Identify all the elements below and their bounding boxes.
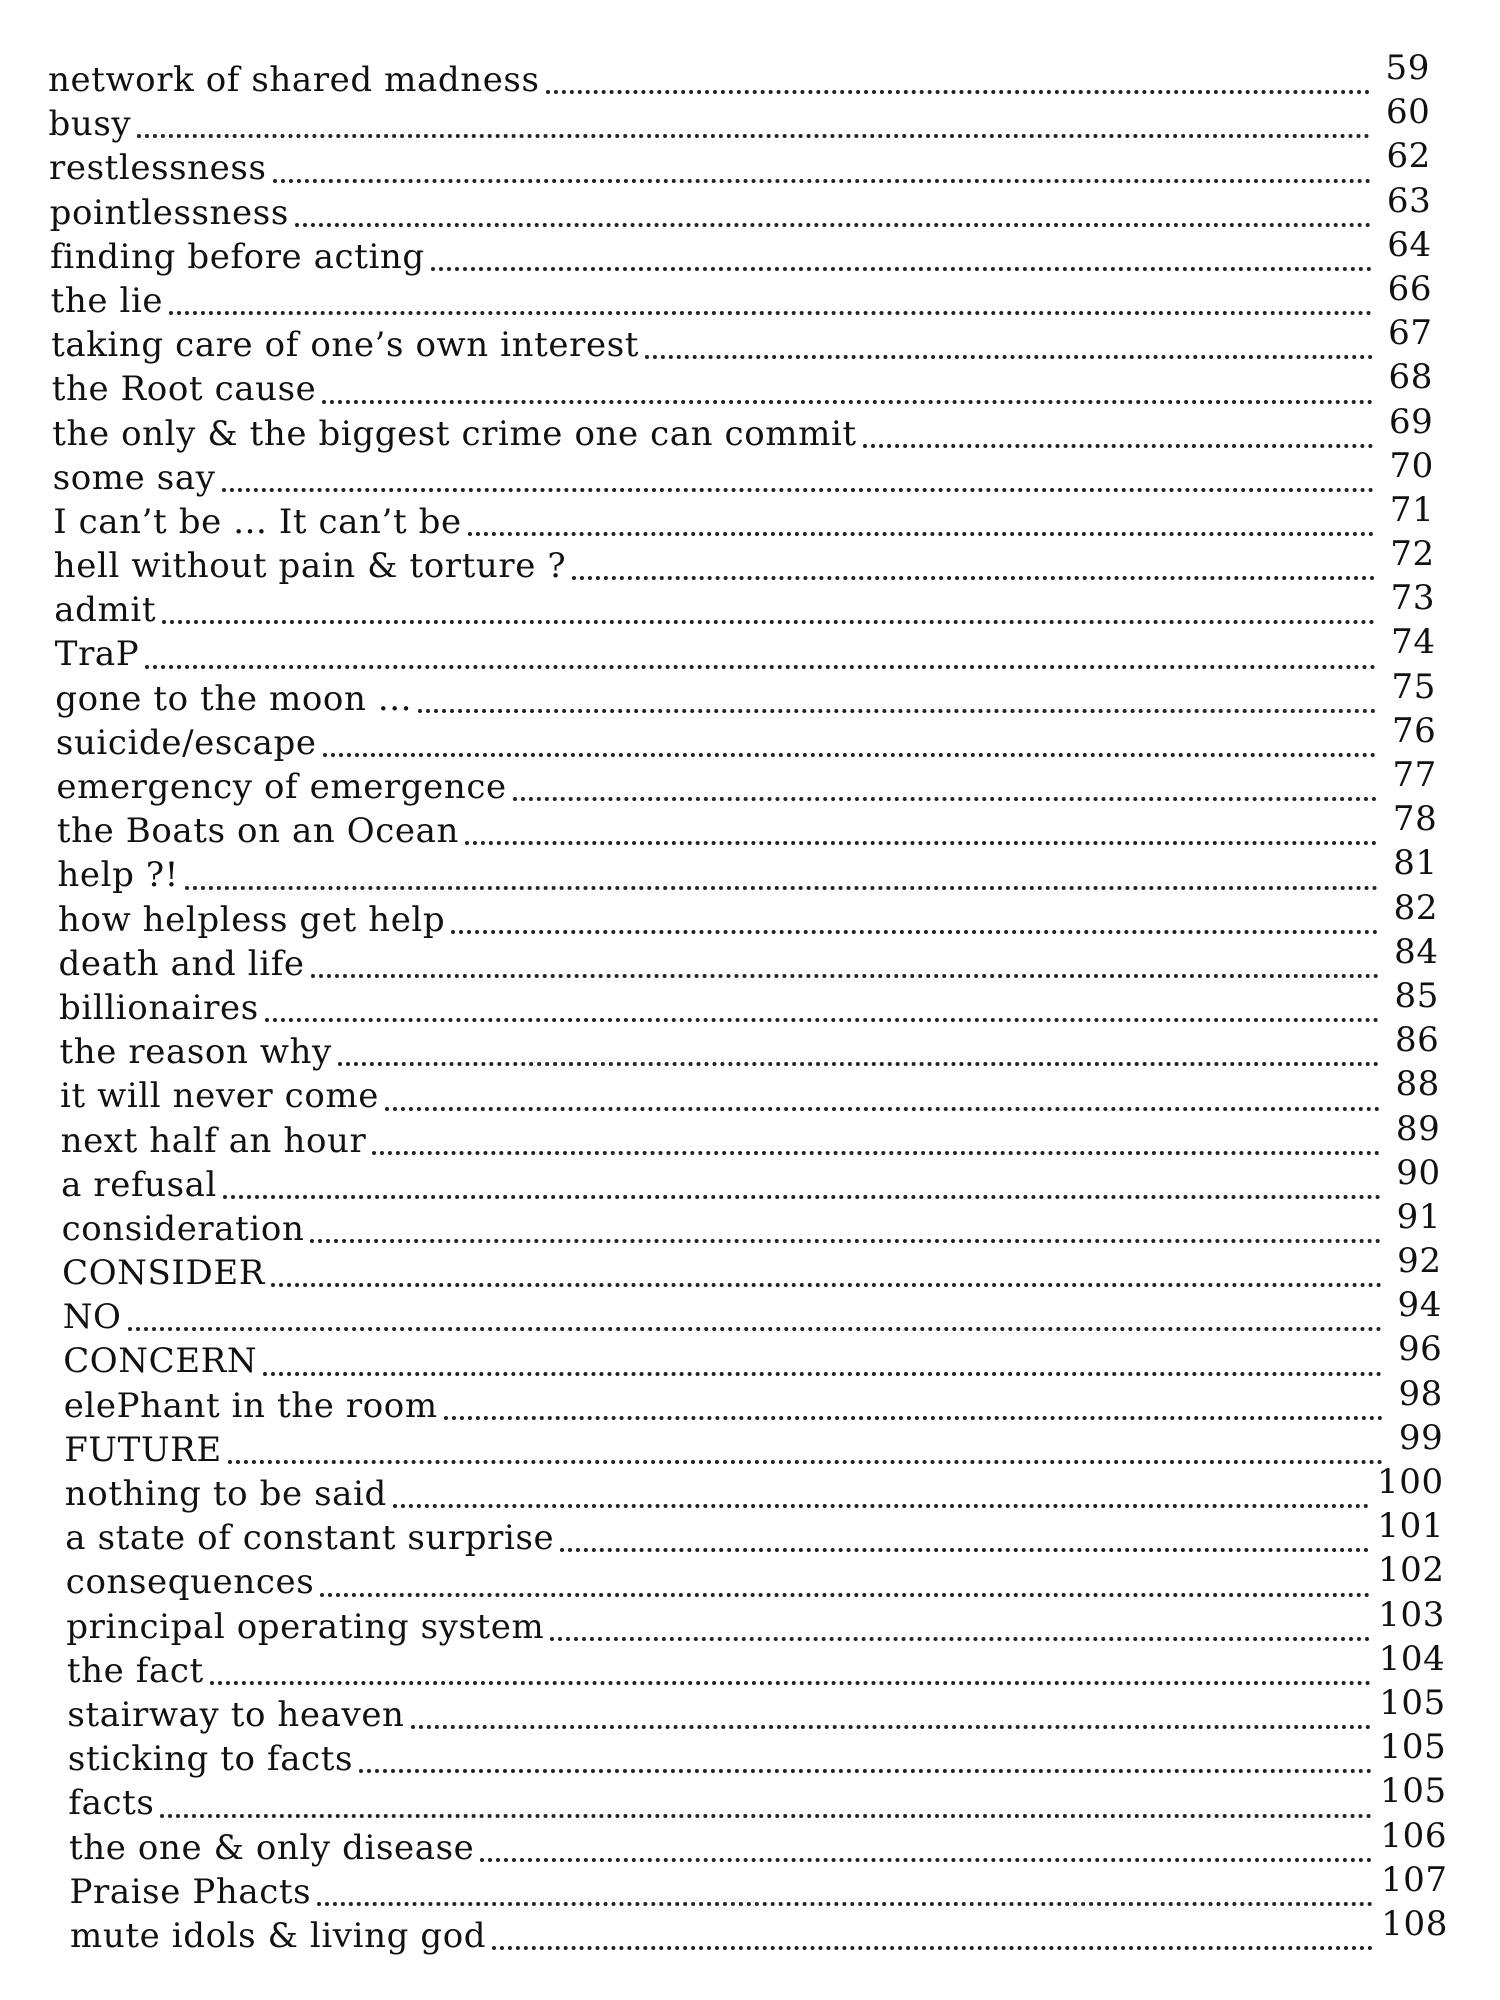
dot-leader	[160, 1784, 1372, 1818]
dot-leader	[223, 1165, 1381, 1199]
dot-leader	[492, 1916, 1373, 1950]
toc-entry	[0, 931, 1500, 986]
dot-leader	[385, 1077, 1380, 1111]
toc-entry-page-number: 105	[1379, 1727, 1447, 1768]
table-of-contents	[0, 48, 1500, 1958]
dot-leader	[338, 1032, 1380, 1066]
toc-entry-title: a refusal	[61, 1164, 218, 1205]
toc-entry-title: how helpless get help	[58, 899, 446, 940]
dot-leader	[550, 1607, 1370, 1641]
toc-entry-page-number: 99	[1398, 1417, 1444, 1458]
toc-entry-title: stairway to heaven	[67, 1694, 405, 1735]
toc-entry-page-number: 89	[1395, 1108, 1441, 1149]
toc-entry-page-number: 75	[1391, 666, 1436, 707]
toc-entry	[0, 268, 1500, 323]
toc-entry-title: CONCERN	[63, 1341, 258, 1382]
dot-leader	[513, 767, 1377, 801]
toc-entry-page-number: 88	[1395, 1064, 1440, 1105]
dot-leader	[480, 1828, 1372, 1862]
toc-entry-title: Praise Phacts	[69, 1871, 312, 1912]
toc-entry-title: death and life	[58, 943, 305, 984]
toc-entry-title: hell without pain & torture ?	[53, 546, 567, 587]
toc-entry-page-number: 63	[1386, 180, 1432, 221]
toc-entry	[0, 48, 1500, 102]
dot-leader	[162, 590, 1375, 624]
dot-leader	[468, 502, 1375, 536]
toc-entry-title: a state of constant surprise	[65, 1518, 555, 1559]
toc-entry-page-number: 94	[1397, 1285, 1442, 1326]
toc-entry	[0, 799, 1500, 853]
dot-leader	[271, 1253, 1382, 1287]
toc-entry-page-number: 105	[1380, 1771, 1447, 1812]
toc-entry	[0, 666, 1500, 721]
toc-entry-page-number: 60	[1385, 92, 1431, 133]
dot-leader	[210, 1651, 1371, 1685]
toc-entry-title: finding before acting	[50, 236, 425, 277]
toc-entry-page-number: 92	[1397, 1241, 1442, 1282]
toc-entry-page-number: 102	[1377, 1550, 1445, 1591]
toc-entry-title: help ?!	[57, 855, 179, 896]
toc-entry-page-number: 85	[1394, 975, 1439, 1016]
dot-leader	[431, 237, 1372, 271]
dot-leader	[145, 635, 1375, 669]
toc-entry	[0, 843, 1500, 897]
toc-entry	[0, 1859, 1500, 1914]
toc-entry-page-number: 101	[1377, 1506, 1445, 1547]
toc-entry	[0, 1108, 1500, 1163]
dot-leader	[295, 193, 1371, 227]
toc-entry-page-number: 91	[1396, 1196, 1442, 1237]
toc-entry	[0, 975, 1500, 1030]
toc-entry-page-number: 82	[1393, 887, 1439, 928]
toc-entry-title: billionaires	[59, 987, 259, 1028]
toc-entry-title: the fact	[66, 1650, 204, 1691]
toc-entry-page-number: 104	[1378, 1638, 1446, 1679]
toc-entry-page-number: 74	[1391, 622, 1436, 663]
toc-entry	[0, 357, 1500, 411]
toc-entry	[0, 1506, 1500, 1560]
dot-leader	[451, 900, 1378, 934]
toc-entry	[0, 1285, 1500, 1339]
toc-entry	[0, 92, 1500, 146]
dot-leader	[263, 1342, 1382, 1376]
toc-entry	[0, 224, 1500, 279]
toc-entry-page-number: 69	[1388, 401, 1434, 442]
dot-leader	[560, 1518, 1369, 1552]
toc-entry	[0, 622, 1500, 676]
toc-entry	[0, 1152, 1500, 1207]
toc-entry-page-number: 73	[1390, 578, 1436, 619]
toc-entry-page-number: 103	[1378, 1594, 1445, 1635]
toc-entry-page-number: 106	[1380, 1815, 1448, 1856]
toc-entry-title: it will never come	[60, 1076, 379, 1117]
toc-entry-page-number: 100	[1377, 1462, 1444, 1502]
toc-entry	[0, 1373, 1500, 1428]
toc-entry	[0, 489, 1500, 544]
toc-entry	[0, 1903, 1500, 1958]
toc-entry	[0, 1417, 1500, 1472]
toc-entry-page-number: 108	[1381, 1903, 1448, 1944]
toc-entry	[0, 1462, 1500, 1516]
dot-leader	[863, 414, 1374, 448]
toc-entry	[0, 445, 1500, 500]
dot-leader	[317, 1872, 1373, 1906]
toc-entry-title: FUTURE	[64, 1429, 222, 1470]
toc-entry	[0, 1064, 1500, 1118]
toc-entry-page-number: 72	[1390, 534, 1435, 575]
toc-entry-title: the lie	[50, 280, 164, 321]
toc-entry-title: elePhant in the room	[63, 1385, 438, 1426]
dot-leader	[372, 1121, 1380, 1155]
toc-entry-page-number: 78	[1392, 799, 1438, 840]
toc-entry	[0, 1638, 1500, 1693]
toc-entry-page-number: 62	[1386, 136, 1431, 177]
toc-entry-title: nothing to be said	[64, 1474, 387, 1514]
toc-entry-title: next half an hour	[60, 1120, 367, 1161]
dot-leader	[169, 281, 1372, 315]
toc-entry	[0, 755, 1500, 809]
dot-leader	[546, 60, 1370, 94]
toc-entry-title: the only & the biggest crime one can commit	[52, 413, 857, 454]
dot-leader	[393, 1474, 1369, 1508]
toc-entry-title: NO	[62, 1297, 122, 1338]
toc-entry-page-number: 59	[1385, 48, 1430, 88]
toc-entry	[0, 1594, 1500, 1649]
dot-leader	[265, 988, 1379, 1022]
dot-leader	[228, 1430, 1384, 1464]
toc-entry-title: consequences	[65, 1562, 315, 1603]
toc-entry-title: pointlessness	[49, 192, 289, 233]
toc-entry-page-number: 77	[1392, 755, 1437, 795]
dot-leader	[310, 1209, 1381, 1243]
toc-entry	[0, 1020, 1500, 1074]
dot-leader	[411, 1695, 1372, 1729]
toc-entry-page-number: 76	[1391, 710, 1437, 751]
toc-entry-page-number: 105	[1379, 1682, 1446, 1723]
toc-entry-title: the Boats on an Ocean	[56, 811, 459, 852]
dot-leader	[359, 1739, 1372, 1773]
toc-entry	[0, 401, 1500, 456]
toc-entry-title: network of shared madness	[48, 60, 540, 100]
toc-entry	[0, 313, 1500, 367]
dot-leader	[273, 149, 1371, 183]
toc-entry-page-number: 71	[1389, 489, 1435, 530]
dot-leader	[645, 325, 1373, 359]
dot-leader	[137, 104, 1370, 138]
toc-entry-page-number: 86	[1394, 1020, 1440, 1061]
toc-entry-title: gone to the moon ...	[55, 678, 413, 719]
toc-entry	[0, 887, 1500, 942]
toc-entry-page-number: 67	[1388, 313, 1433, 354]
toc-entry-title: principal operating system	[66, 1606, 545, 1647]
dot-leader	[320, 1563, 1370, 1597]
toc-entry	[0, 534, 1500, 588]
toc-entry-page-number: 107	[1380, 1859, 1448, 1900]
dot-leader	[444, 1386, 1383, 1420]
toc-entry-title: admit	[54, 590, 157, 631]
dot-leader	[311, 944, 1379, 978]
toc-entry-title: TraP	[54, 634, 140, 675]
toc-entry-title: busy	[48, 104, 132, 145]
toc-entry-page-number: 90	[1396, 1152, 1441, 1193]
toc-entry	[0, 578, 1500, 632]
toc-entry-page-number: 70	[1389, 445, 1434, 486]
dot-leader	[222, 458, 1374, 492]
dot-leader	[185, 856, 1378, 890]
toc-entry-title: some say	[52, 457, 216, 498]
toc-entry	[0, 180, 1500, 235]
toc-entry-page-number: 66	[1387, 268, 1433, 309]
toc-entry	[0, 1196, 1500, 1251]
toc-entry-page-number: 96	[1397, 1329, 1443, 1370]
toc-entry-title: the one & only disease	[69, 1827, 475, 1868]
toc-entry-title: mute idols & living god	[70, 1915, 487, 1956]
toc-entry-page-number: 84	[1394, 931, 1439, 972]
toc-entry-title: facts	[68, 1783, 155, 1824]
toc-entry-title: emergency of emergence	[56, 767, 507, 807]
dot-leader	[323, 723, 1377, 757]
toc-entry	[0, 1550, 1500, 1604]
toc-entry	[0, 1682, 1500, 1737]
toc-entry-title: the reason why	[59, 1032, 332, 1073]
toc-entry-title: the Root cause	[51, 369, 317, 410]
dot-leader	[322, 370, 1373, 404]
toc-entry-page-number: 98	[1398, 1373, 1443, 1414]
toc-entry	[0, 1815, 1500, 1870]
toc-entry	[0, 1329, 1500, 1383]
toc-entry-page-number: 81	[1393, 843, 1438, 884]
dot-leader	[128, 1297, 1382, 1331]
toc-entry-title: sticking to facts	[67, 1739, 354, 1780]
toc-entry-title: taking care of one’s own interest	[51, 325, 639, 366]
toc-entry	[0, 136, 1500, 190]
dot-leader	[465, 811, 1377, 845]
dot-leader	[418, 679, 1376, 713]
toc-entry-title: consideration	[61, 1208, 305, 1249]
toc-entry-title: suicide/escape	[55, 722, 317, 763]
toc-entry-page-number: 64	[1387, 224, 1432, 265]
toc-entry-title: I can’t be ... It can’t be	[53, 501, 462, 542]
dot-leader	[572, 546, 1375, 580]
toc-entry	[0, 1727, 1500, 1781]
toc-entry	[0, 1771, 1500, 1825]
toc-entry-title: CONSIDER	[62, 1253, 265, 1294]
toc-entry	[0, 1241, 1500, 1295]
toc-entry-title: restlessness	[49, 148, 267, 189]
toc-entry	[0, 710, 1500, 765]
toc-entry-page-number: 68	[1388, 357, 1433, 398]
